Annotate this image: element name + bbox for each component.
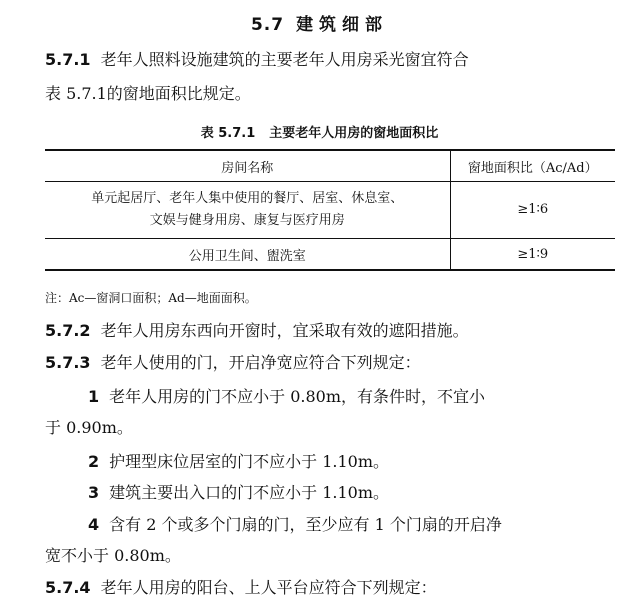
item-text: 建筑主要出入口的门不应小于 1.10m。 [109, 483, 390, 502]
table-title: 主要老年人用房的窗地面积比 [269, 126, 439, 141]
table-note: 注：Ac—窗洞口面积；Ad—地面面积。 [45, 291, 257, 305]
item-text: 老年人用房的门不应小于 0.80m，有条件时，不宜小 [109, 387, 486, 406]
clause-text: 老年人照料设施建筑的主要老年人用房采光窗宜符合 [100, 50, 469, 69]
clause-5-7-1-line1 [45, 50, 469, 70]
clause-5-7-3 [45, 353, 421, 373]
table-row [45, 239, 615, 271]
clause-5-7-4 [45, 578, 437, 598]
clause-number: 5.7.1 [45, 50, 91, 69]
item-number: 1 [88, 387, 100, 406]
item-number: 4 [88, 515, 100, 534]
item-number: 3 [88, 483, 100, 502]
item-number: 2 [88, 452, 100, 471]
window-floor-ratio-table [45, 149, 615, 271]
table-header-room: 房间名称 [45, 150, 450, 182]
table-row [45, 182, 615, 239]
item-text: 含有 2 个或多个门扇的门，至少应有 1 个门扇的开启净 [109, 515, 502, 534]
list-item-4-line1 [88, 515, 502, 535]
table-number: 表 5.7.1 [200, 126, 256, 141]
section-number: 5.7 [250, 15, 285, 35]
list-item-3 [88, 483, 389, 503]
table-cell-ratio: ≥1∶6 [450, 182, 615, 239]
table-caption [0, 122, 639, 141]
table-header-ratio: 窗地面积比（Ac/Ad） [450, 150, 615, 182]
list-item-1-line1 [88, 387, 485, 407]
section-heading [0, 10, 639, 35]
clause-number: 5.7.4 [45, 578, 91, 597]
list-item-1-line2: 于 0.90m。 [45, 418, 133, 437]
list-item-4-line2: 宽不小于 0.80m。 [45, 546, 181, 565]
list-item-2 [88, 452, 389, 472]
clause-text: 老年人用房东西向开窗时，宜采取有效的遮阳措施。 [100, 321, 469, 340]
table-cell-ratio: ≥1∶9 [450, 239, 615, 271]
table-cell-room: 公用卫生间、盥洗室 [45, 239, 450, 271]
clause-5-7-2 [45, 321, 469, 341]
clause-5-7-1-line2: 表 5.7.1的窗地面积比规定。 [45, 84, 251, 103]
section-title: 建筑细部 [296, 15, 389, 35]
clause-text: 老年人用房的阳台、上人平台应符合下列规定： [100, 578, 437, 597]
clause-text: 老年人使用的门，开启净宽应符合下列规定： [100, 353, 421, 372]
clause-number: 5.7.3 [45, 353, 91, 372]
clause-number: 5.7.2 [45, 321, 91, 340]
item-text: 护理型床位居室的门不应小于 1.10m。 [109, 452, 390, 471]
table-cell-room: 单元起居厅、老年人集中使用的餐厅、居室、休息室、 文娱与健身用房、康复与医疗用房 [45, 182, 450, 239]
